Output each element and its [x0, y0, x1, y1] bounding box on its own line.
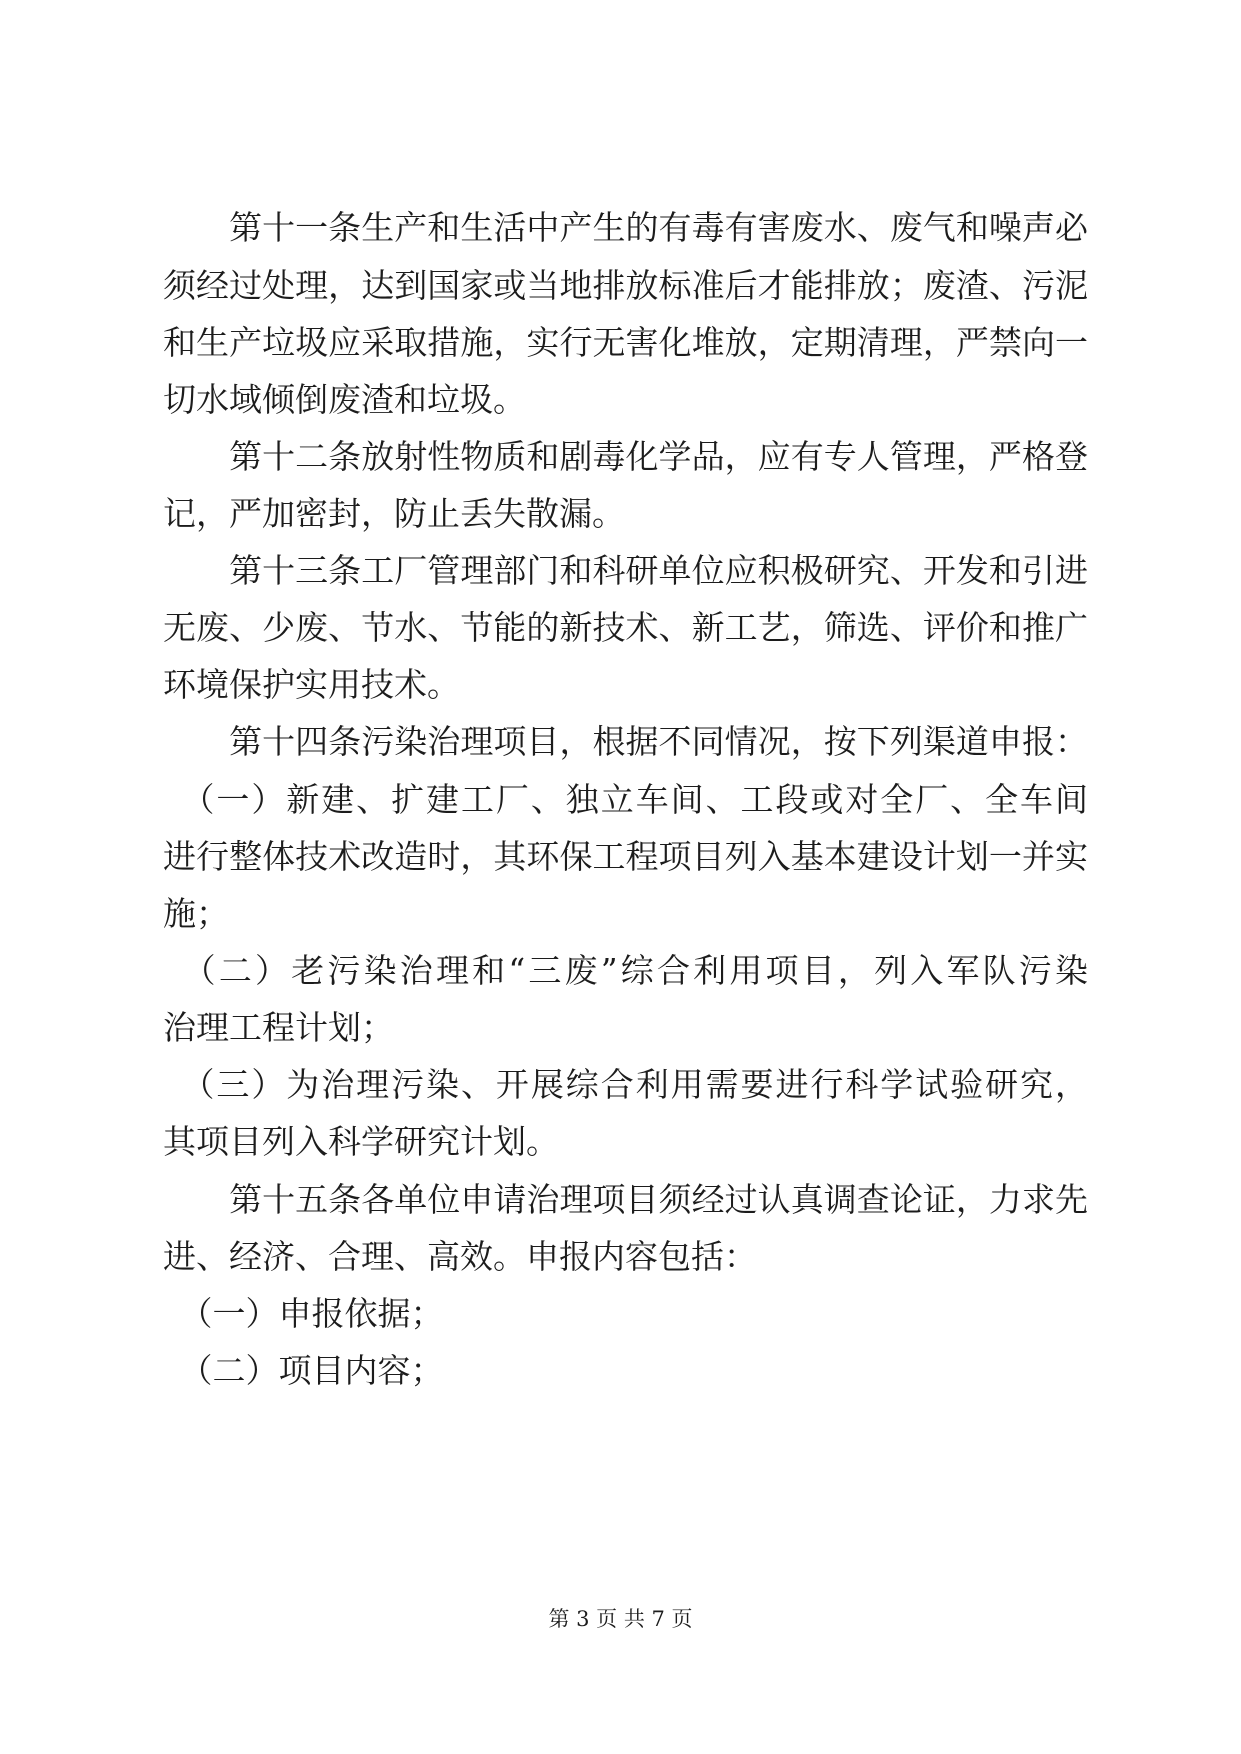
paragraph-line: 施；	[163, 894, 229, 933]
paragraph-line: （三）为治理污染、开展综合利用需要进行科学试验研究，	[163, 1065, 1088, 1104]
paragraph-line: （一）新建、扩建工厂、独立车间、工段或对全厂、全车间	[163, 780, 1088, 819]
paragraph-line: 第十二条放射性物质和剧毒化学品，应有专人管理，严格登	[163, 437, 1088, 476]
paragraph-line: 进、经济、合理、高效。申报内容包括：	[163, 1237, 757, 1276]
paragraph-line: （一）申报依据；	[163, 1294, 444, 1333]
page-number-footer: 第 3 页 共 7 页	[548, 1607, 693, 1631]
paragraph-line: 无废、少废、节水、节能的新技术、新工艺，筛选、评价和推广	[163, 608, 1088, 647]
paragraph-line: 第十一条生产和生活中产生的有毒有害废水、废气和噪声必	[163, 208, 1088, 247]
paragraph-line: 切水域倾倒废渣和垃圾。	[163, 380, 526, 419]
paragraph-line: （二）老污染治理和“三废”综合利用项目，列入军队污染	[163, 951, 1088, 990]
paragraph-line: 第十五条各单位申请治理项目须经过认真调查论证，力求先	[163, 1180, 1088, 1219]
paragraph-line: （二）项目内容；	[163, 1351, 444, 1390]
paragraph-line: 须经过处理，达到国家或当地排放标准后才能排放；废渣、污泥	[163, 266, 1088, 305]
paragraph-line: 第十四条污染治理项目，根据不同情况，按下列渠道申报：	[163, 722, 1088, 761]
paragraph-line: 环境保护实用技术。	[163, 665, 460, 704]
paragraph-line: 第十三条工厂管理部门和科研单位应积极研究、开发和引进	[163, 551, 1088, 590]
paragraph-line: 记，严加密封，防止丢失散漏。	[163, 494, 625, 533]
paragraph-line: 和生产垃圾应采取措施，实行无害化堆放，定期清理，严禁向一	[163, 323, 1088, 362]
paragraph-line: 治理工程计划；	[163, 1008, 394, 1047]
paragraph-line: 进行整体技术改造时，其环保工程项目列入基本建设计划一并实	[163, 837, 1088, 876]
paragraph-line: 其项目列入科学研究计划。	[163, 1122, 559, 1161]
